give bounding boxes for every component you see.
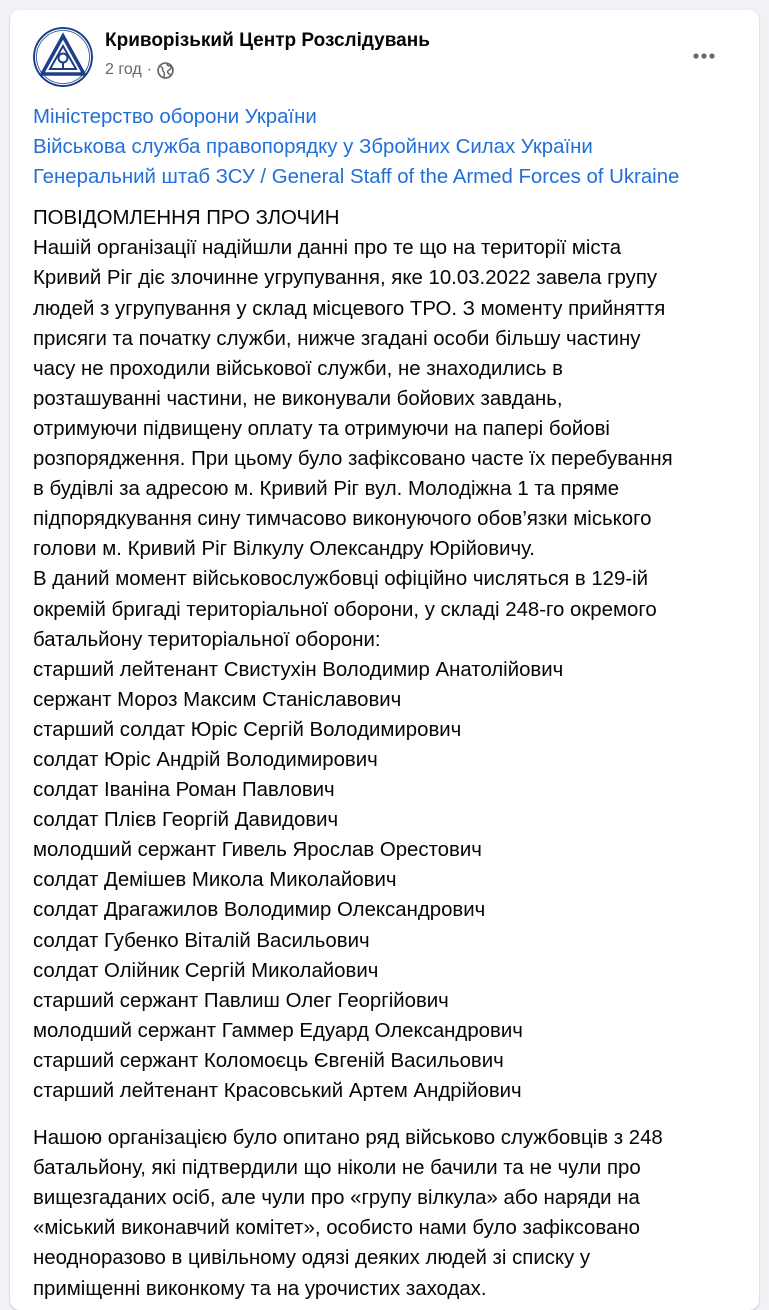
post-text-line: розпорядження. При цьому було зафіксовано часте їх перебування	[33, 448, 673, 471]
post-text-line: старший сержант Коломоєць Євгеній Васильович	[33, 1049, 504, 1072]
post-timestamp[interactable]: 2 год	[105, 61, 142, 78]
post-text-line: в будівлі за адресою м. Кривий Ріг вул. Молодіжна 1 та пряме	[33, 478, 620, 501]
post-text-line: старший лейтенант Красовський Артем Андрійович	[33, 1080, 522, 1102]
post-text-line: старший лейтенант Свистухін Володимир Анатолійович	[33, 658, 564, 681]
post-text-line: присяги та початку служби, нижче згадані особи більшу частину	[33, 327, 641, 350]
post-closing-line: «міський виконавчий комітет», особисто нами було зафіксовано	[33, 1217, 640, 1240]
post-closing-line: Нашою організацією було опитано ряд військово службовців з 248	[33, 1127, 663, 1150]
post-text-line: солдат Іваніна Роман Павлович	[33, 779, 335, 802]
tagged-pages	[33, 102, 747, 192]
more-dots-icon	[693, 53, 715, 59]
post-text-line: солдат Демішев Микола Миколайович	[33, 869, 397, 892]
post-text-line: Нашій організації надійшли данні про те що на території міста	[33, 237, 622, 260]
post-text-line: старший сержант Павлиш Олег Георгійович	[33, 989, 449, 1012]
meta-separator: ·	[146, 61, 153, 78]
post-text-line: солдат Губенко Віталій Васильович	[33, 929, 370, 952]
globe-icon[interactable]	[157, 62, 174, 79]
post-text-line: солдат Юріс Андрій Володимирович	[33, 748, 378, 771]
post-header	[10, 10, 759, 90]
post-text-line: отримуючи підвищену оплату та отримуючи на папері бойові	[33, 417, 610, 440]
post-text-line: розташуванні частини, не виконували бойових завдань,	[33, 387, 563, 410]
post-text-line: солдат Драгажилов Володимир Олександрович	[33, 899, 486, 922]
post-text-line: солдат Олійник Сергій Миколайович	[33, 959, 379, 982]
post-text-line: солдат Плієв Георгій Давидович	[33, 809, 339, 832]
post-closing-line: приміщенні виконкому та на урочистих заходах.	[33, 1277, 487, 1300]
tag-general-staff[interactable]: Генеральний штаб ЗСУ / General Staff of the Armed Forces of Ukraine	[33, 166, 680, 189]
post-text-line: ПОВІДОМЛЕННЯ ПРО ЗЛОЧИН	[33, 207, 340, 230]
post-text-line: підпорядкування сину тимчасово виконуючого обов’язки міського	[33, 508, 652, 531]
post-text-line: сержант Мороз Максим Станіславович	[33, 688, 402, 711]
post-closing-line: неодноразово в цивільному одязі деяких людей зі списку у	[33, 1247, 591, 1270]
post-body	[33, 102, 747, 1304]
post-card	[10, 10, 759, 1310]
more-options-button[interactable]	[686, 38, 722, 74]
page-avatar[interactable]	[33, 27, 93, 87]
post-text-line: людей з угрупування у склад місцевого ТРО. З моменту прийняття	[33, 297, 666, 320]
post-text-line: старший солдат Юріс Сергій Володимирович	[33, 718, 462, 741]
post-text	[33, 203, 747, 1106]
page-name-link[interactable]: Криворізький Центр Розслідувань	[105, 30, 430, 51]
tag-military-police[interactable]: Військова служба правопорядку у Збройних Силах України	[33, 136, 593, 159]
post-meta	[105, 61, 174, 79]
post-text-line: молодший сержант Гаммер Едуард Олександрович	[33, 1019, 523, 1042]
post-text-line: окремій бригаді територіальної оборони, у складі 248-го окремого	[33, 598, 657, 621]
post-text-line: Кривий Ріг діє злочинне угрупування, яке 10.03.2022 завела групу	[33, 267, 658, 290]
post-text-line: молодший сержант Гивель Ярослав Орестович	[33, 839, 482, 862]
tag-ministry-of-defence[interactable]: Міністерство оборони України	[33, 106, 317, 128]
post-text-line: В даний момент військовослужбовці офіційно числяться в 129-ій	[33, 568, 649, 591]
post-text-line: батальйону територіальної оборони:	[33, 628, 381, 651]
post-closing-text	[33, 1123, 747, 1304]
post-closing-line: вищезгаданих осіб, але чули про «групу вілкула» або наряди на	[33, 1187, 640, 1210]
post-text-line: часу не проходили військової служби, не знаходились в	[33, 357, 563, 380]
post-text-line: голови м. Кривий Ріг Вілкулу Олександру Юрійовичу.	[33, 538, 535, 561]
post-closing-line: батальйону, які підтвердили що ніколи не бачили та не чули про	[33, 1157, 641, 1180]
